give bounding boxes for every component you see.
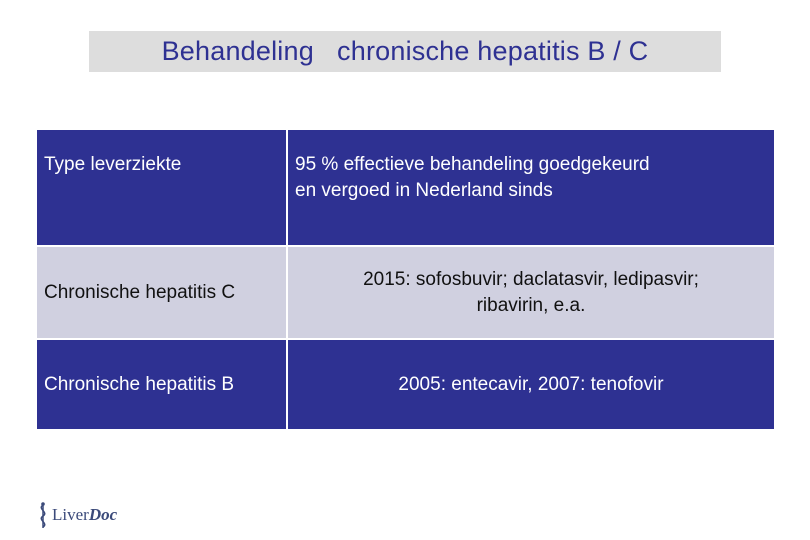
header-type-label: Type leverziekte: [44, 154, 182, 175]
treatment-table: [35, 128, 776, 431]
logo-text-doc: Doc: [88, 505, 118, 524]
row-label-cell: [36, 339, 287, 430]
page-title: Behandeling chronische hepatitis B / C: [161, 36, 649, 66]
row-label: Chronische hepatitis B: [44, 373, 235, 395]
liverdoc-logo: [36, 500, 117, 530]
header-treatment-line2: en vergoed in Nederland sinds: [295, 180, 553, 201]
row-label-cell: [36, 246, 287, 339]
row-value-line1: 2015: sofosbuvir; daclatasvir, ledipasvir;: [363, 268, 699, 290]
title-banner: [89, 31, 721, 72]
row-value-line2: ribavirin, e.a.: [476, 294, 586, 316]
row-value-cell: [287, 246, 775, 339]
caduceus-icon: [36, 501, 50, 529]
row-label: Chronische hepatitis C: [44, 281, 236, 303]
table-row: [36, 339, 775, 430]
table-header-row: [36, 129, 775, 246]
logo-text: [52, 505, 117, 525]
header-treatment-line1: 95 % effectieve behandeling goedgekeurd: [295, 154, 650, 175]
row-value-cell: [287, 339, 775, 430]
header-cell-type: [36, 129, 287, 246]
logo-text-liver: Liver: [52, 505, 89, 524]
header-cell-treatment: [287, 129, 775, 246]
table-row: [36, 246, 775, 339]
row-value-line1: 2005: entecavir, 2007: tenofovir: [398, 373, 664, 395]
